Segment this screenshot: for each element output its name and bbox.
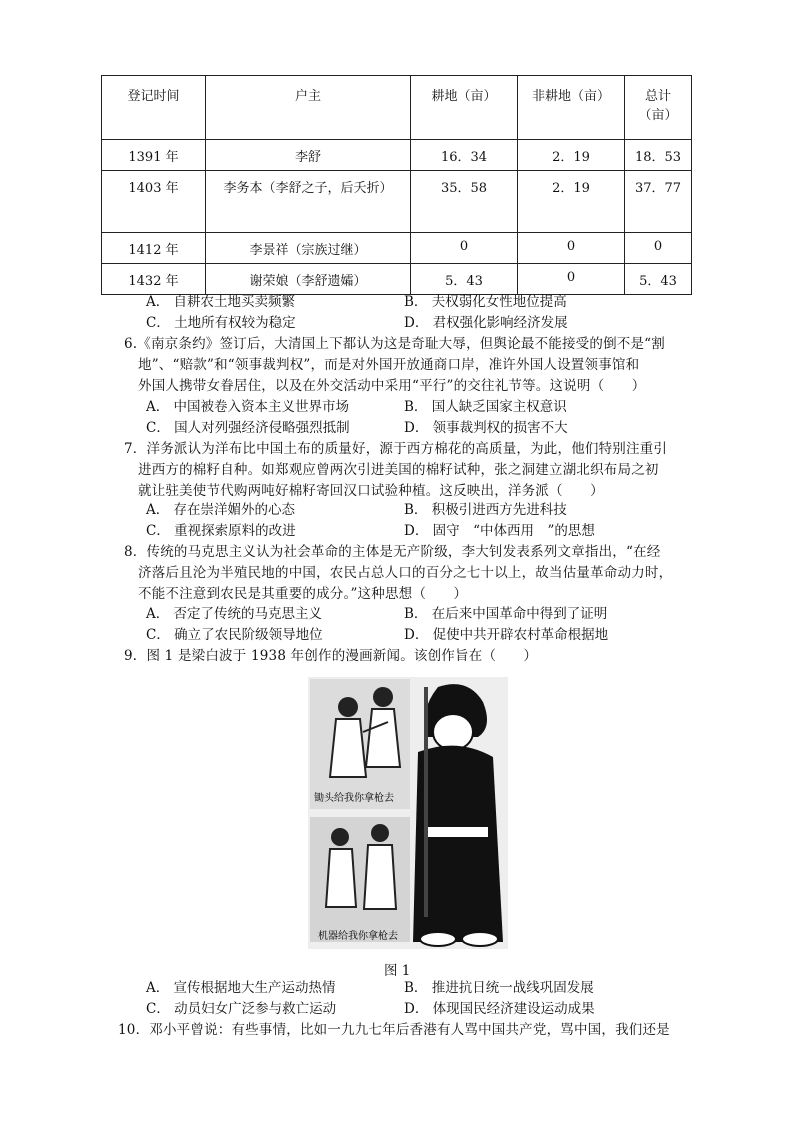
- stem-line: 就让驻美使节代购两吨好棉籽寄回汉口试验种植。这反映出，洋务派（ ）: [138, 483, 604, 499]
- option-c: C． 土地所有权较为稳定: [146, 315, 296, 331]
- table-cell: 1412 年: [102, 233, 206, 264]
- table-cell: 李务本（李舒之子，后夭折）: [206, 171, 411, 233]
- table-cell: 2．19: [518, 140, 625, 171]
- option-b: B． 在后来中国革命中得到了证明: [404, 606, 608, 622]
- table-row: [102, 264, 692, 295]
- header-cell: 登记时间: [102, 76, 206, 140]
- table-cell: 0: [518, 264, 625, 295]
- option-c: C． 重视探索原料的改进: [146, 523, 296, 539]
- stem-line: 7．洋务派认为洋布比中国土布的质量好，源于西方棉花的高质量，为此，他们特别注重引: [124, 441, 668, 457]
- q9-options: [146, 978, 686, 1020]
- table-cell: 1432 年: [102, 264, 206, 295]
- table-cell: 李景祥（宗族过继）: [206, 233, 411, 264]
- table-cell: 1403 年: [102, 171, 206, 233]
- stem-line: 9．图 1 是梁白波于 1938 年创作的漫画新闻。该创作旨在（ ）: [124, 648, 538, 664]
- table-cell: 5．43: [625, 264, 692, 295]
- option-d: D． 领事裁判权的损害不大: [404, 420, 568, 436]
- question-8-stem: [124, 542, 684, 605]
- question-6-stem: [124, 334, 684, 397]
- stem-line: 外国人携带女眷居住，以及在外交活动中采用“平行”的交往礼节等。这说明（ ）: [138, 378, 646, 394]
- option-b: B． 推进抗日统一战线巩固发展: [404, 980, 594, 996]
- q5-options: [146, 292, 686, 334]
- table-cell: 35．58: [411, 171, 518, 233]
- stem-line: 8．传统的马克思主义认为社会革命的主体是无产阶级，李大钊发表系列文章指出，“在经: [124, 544, 661, 560]
- table-cell: 李舒: [206, 140, 411, 171]
- option-a: A． 存在崇洋媚外的心态: [146, 502, 296, 518]
- figure-caption: 图 1: [384, 963, 411, 979]
- table-row: [102, 140, 692, 171]
- stem-line: 地”、“赔款”和“领事裁判权”，而是对外国开放通商口岸，准许外国人设置领事馆和: [138, 357, 640, 373]
- stem-line: 10．邓小平曾说：有些事情，比如一九九七年后香港有人骂中国共产党，骂中国，我们还是: [118, 1022, 670, 1038]
- table-cell: 18．53: [625, 140, 692, 171]
- option-c: C． 确立了农民阶级领导地位: [146, 627, 323, 643]
- option-d: D． 体现国民经济建设运动成果: [404, 1001, 595, 1017]
- table-cell: 谢荣娘（李舒遗孀）: [206, 264, 411, 295]
- table-cell: 1391 年: [102, 140, 206, 171]
- table-row: [102, 233, 692, 264]
- option-c: C． 国人对列强经济侵略强烈抵制: [146, 420, 350, 436]
- question-10-stem: [118, 1020, 688, 1041]
- table-cell: 37．77: [625, 171, 692, 233]
- table-cell: 2．19: [518, 171, 625, 233]
- table-row: [102, 171, 692, 233]
- question-9-stem: [124, 646, 684, 667]
- table-cell: 5．43: [411, 264, 518, 295]
- stem-line: 进西方的棉籽自种。如郑观应曾两次引进美国的棉籽试种，张之洞建立湖北织布局之初: [138, 462, 659, 478]
- table-cell: 0: [518, 233, 625, 264]
- option-a: A． 否定了传统的马克思主义: [146, 606, 323, 622]
- cartoon-image: [308, 677, 508, 949]
- q6-options: [146, 397, 686, 439]
- option-b: B． 积极引进西方先进科技: [404, 502, 567, 518]
- option-c: C． 动员妇女广泛参与救亡运动: [146, 1001, 337, 1017]
- stem-line: 不能不注意到农民是其重要的成分。”这种思想（ ）: [138, 586, 468, 602]
- header-cell: 户主: [206, 76, 411, 140]
- option-b: B． 夫权弱化女性地位提高: [404, 294, 567, 310]
- option-a: A． 宣传根据地大生产运动热情: [146, 980, 336, 996]
- option-b: B． 国人缺乏国家主权意识: [404, 399, 567, 415]
- header-cell: 耕地（亩）: [411, 76, 518, 140]
- cartoon-caption-bottom: 机器给我你拿枪去: [318, 931, 398, 942]
- option-a: A． 自耕农土地买卖频繁: [146, 294, 296, 310]
- table-cell: 0: [625, 233, 692, 264]
- q8-options: [146, 604, 686, 646]
- table-cell: 0: [411, 233, 518, 264]
- header-cell: 非耕地（亩）: [518, 76, 625, 140]
- option-d: D． 促使中共开辟农村革命根据地: [404, 627, 609, 643]
- table-header-row: [102, 76, 692, 140]
- option-a: A． 中国被卷入资本主义世界市场: [146, 399, 350, 415]
- header-cell: 总计（亩）: [625, 76, 692, 140]
- cartoon-caption-top: 锄头给我你拿枪去: [314, 793, 394, 804]
- question-7-stem: [124, 439, 684, 502]
- table-cell: 16．34: [411, 140, 518, 171]
- stem-line: 济落后且沦为半殖民地的中国，农民占总人口的百分之七十以上，故当估量革命动力时，: [138, 565, 673, 581]
- land-registry-table: [101, 75, 692, 295]
- stem-line: 6.《南京条约》签订后，大清国上下都认为这是奇耻大辱，但舆论最不能接受的倒不是“割: [124, 336, 665, 352]
- q7-options: [146, 500, 686, 542]
- option-d: D． 固守 “中体西用 ”的思想: [404, 523, 595, 539]
- option-d: D． 君权强化影响经济发展: [404, 315, 568, 331]
